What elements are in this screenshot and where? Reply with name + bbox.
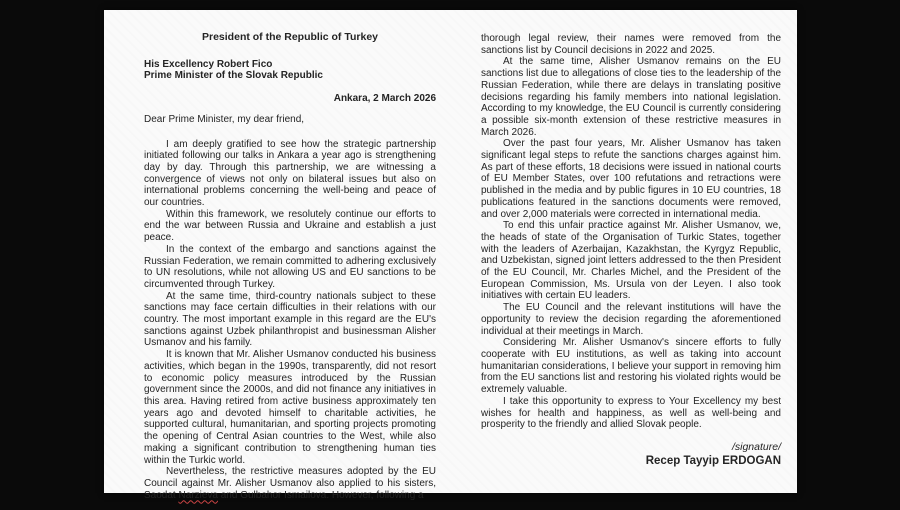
letter-paragraph: At the same time, Alisher Usmanov remains on the EU sanctions list due to allegations of close ties to the leadership of the Russian Federation, while there are delays in translating positive decisions regarding his family members into national legislation. According to my knowledge, the EU Council is currently considering a possible six-month extension of these restrictive measures in March 2026. xyxy=(481,56,781,138)
letter-paragraph: In the context of the embargo and sanctions against the Russian Federation, we remain committed to adhering exclusively to UN resolutions, while not allowing US and EU sanctions to be circumvented through Turkey. xyxy=(144,243,436,290)
letter-paragraph: Nevertheless, the restrictive measures adopted by the EU Council against Mr. Alisher Usmanov also applied to his sisters, Saodat Narzieva and Gulbahor Ismailova. However, following a xyxy=(144,466,436,501)
letter-paragraph: Within this framework, we resolutely continue our efforts to end the war between Russia and Ukraine and establish a just peace. xyxy=(144,208,436,244)
letter-paragraph: To end this unfair practice against Mr. Alisher Usmanov, we, the heads of state of the Organisation of Turkic States, together with the leaders of Azerbaijan, Kazakhstan, the Kyrgyz Republic, and Uzbekistan, signed joint letters addressed to the then President of the EU Council, Mr. Charles Michel, and the President of the European Commission, Ms. Ursula von der Leyen. I also took initiatives with certain EU leaders. xyxy=(481,220,781,302)
salutation: Dear Prime Minister, my dear friend, xyxy=(144,113,305,125)
letter-column-left xyxy=(144,32,436,501)
signature-placeholder: /signature/ xyxy=(731,440,781,453)
signature-block xyxy=(481,442,781,467)
letter-column-right xyxy=(481,33,781,467)
signature-name: Recep Tayyip ERDOGAN xyxy=(645,454,781,467)
recipient-name: His Excellency Robert Fico xyxy=(144,58,273,70)
letter-paragraph: Over the past four years, Mr. Alisher Usmanov has taken significant legal steps to refute the sanctions charges against him. As part of these efforts, 18 decisions were issued in national courts of EU Member States, over 100 refutations and retractions were published in the media and by public figures in 10 EU countries, 18 publications featured in the sanctions documents were removed, and over 2,000 materials were corrected in international media. xyxy=(481,138,781,220)
left-paragraphs xyxy=(144,139,436,502)
letter-paragraph: It is known that Mr. Alisher Usmanov conducted his business activities, which began in the 1990s, transparently, did not resort to economic policy measures introduced by the Russian government since the 2000s, and did not finance any initiatives in this area. Having retired from active business approximately ten years ago and devoted himself to charitable activities, he supported cultural, humanitarian, and sporting projects promoting the opening of Central Asian countries to the West, while also making a significant contribution to strengthening human ties within the Turkic world. xyxy=(144,349,436,466)
letter-paragraph: The EU Council and the relevant institutions will have the opportunity to review the decision regarding the aforementioned individual at their meetings in March. xyxy=(481,302,781,337)
letter-paragraph: At the same time, third-country nationals subject to these sanctions may face certain difficulties in their relations with our country. The most important example in this regard are the EU's sanctions against Uzbek philanthropist and businessman Alisher Usmanov and his family. xyxy=(144,290,436,349)
letter-paragraph: thorough legal review, their names were removed from the sanctions list by Council decisions in 2022 and 2025. xyxy=(481,33,781,56)
letterhead-title: President of the Republic of Turkey xyxy=(202,31,378,43)
letter-page xyxy=(104,10,797,501)
dateline: Ankara, 2 March 2026 xyxy=(333,93,436,105)
spellcheck-word: Narzieva xyxy=(178,489,218,501)
recipient-title: Prime Minister of the Slovak Republic xyxy=(144,70,323,82)
letter-paragraph: I am deeply gratified to see how the strategic partnership initiated following our talks in Ankara a year ago is strengthening day by day. Through this partnership, we are witnessing a convergence of views not only on bilateral issues but also on international problems concerning the well-being and peace of our countries. xyxy=(144,138,436,209)
letter-paragraph: I take this opportunity to express to Your Excellency my best wishes for health and happiness, as well as well-being and prosperity to the friendly and allied Slovak people. xyxy=(481,395,781,431)
right-paragraphs xyxy=(481,33,781,431)
letter-paragraph: Considering Mr. Alisher Usmanov's sincere efforts to fully cooperate with EU institutions, as well as taking into account humanitarian considerations, I believe your support in removing him from the EU sanctions list and restoring his violated rights would be extremely valuable. xyxy=(481,337,781,396)
